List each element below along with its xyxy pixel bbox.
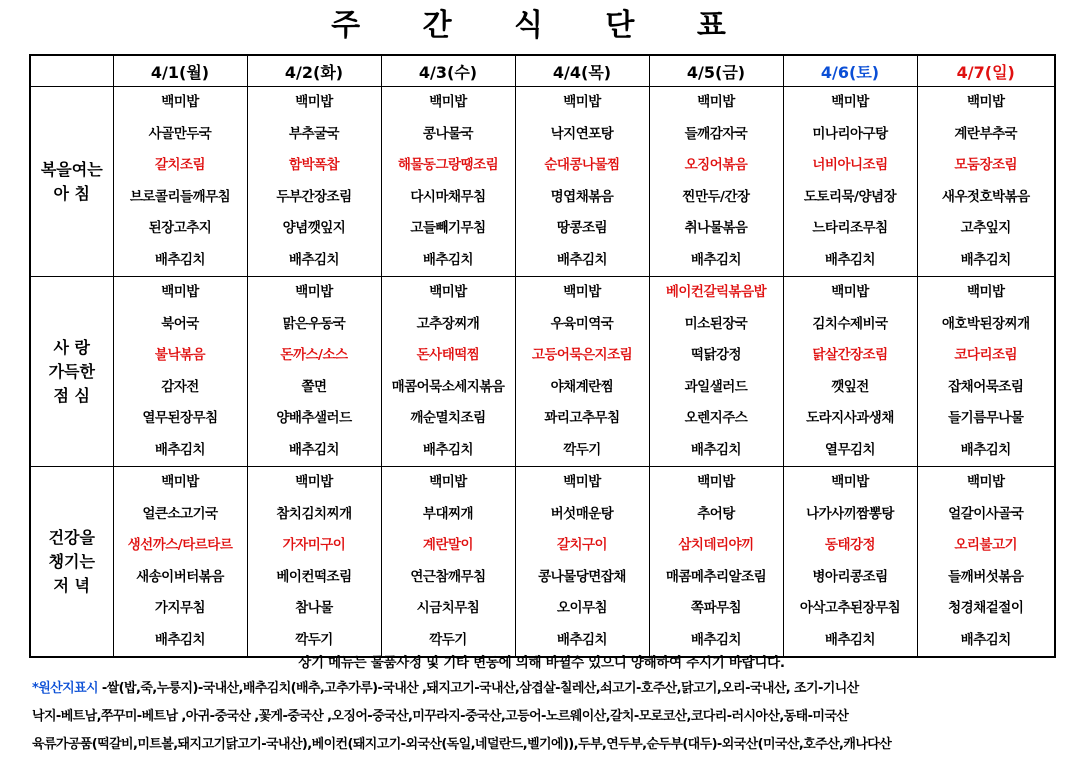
menu-item: 백미밥: [563, 474, 601, 490]
day-header-sunday: 4/7(일): [917, 55, 1055, 87]
page-title: 주 간 식 단 표: [331, 8, 752, 43]
menu-item: 베이컨떡조림: [276, 568, 352, 585]
menu-item: 들깨버섯볶음: [948, 568, 1024, 585]
menu-cell: [917, 467, 1055, 658]
menu-item-list: [784, 467, 917, 656]
menu-item: 매콤어묵소세지볶음: [391, 378, 505, 395]
menu-item: 양념깻잎지: [282, 220, 346, 236]
menu-item: 도토리묵/양념장: [803, 188, 897, 205]
menu-item: 나가사끼짬뽕탕: [806, 505, 894, 522]
main-dish-item: 오징어볶음: [684, 157, 748, 173]
menu-item-list: [516, 277, 649, 466]
menu-cell: [515, 467, 649, 658]
menu-cell: [247, 87, 381, 277]
menu-item: 백미밥: [966, 284, 1005, 300]
day-header: 4/5(금): [649, 55, 783, 87]
main-dish-item: 함박폭찹: [288, 157, 340, 173]
menu-item-list: [248, 277, 381, 466]
menu-item: 애호박된장찌개: [941, 315, 1030, 332]
menu-item: 취나물볶음: [684, 220, 748, 236]
menu-item: 오렌지주스: [684, 410, 748, 426]
menu-item: 백미밥: [295, 94, 333, 110]
meal-label-line: 사 랑: [53, 337, 90, 357]
menu-item: 고추잎지: [960, 220, 1011, 236]
menu-item: 야채계란찜: [550, 378, 614, 395]
menu-item: 찐만두/간장: [682, 188, 750, 205]
menu-item: 병아리콩조림: [812, 568, 888, 585]
menu-item: 들기름무나물: [948, 410, 1024, 426]
menu-cell: [113, 277, 247, 467]
menu-item: 사골만두국: [148, 125, 212, 142]
menu-item: 백미밥: [563, 284, 601, 300]
main-dish-item: 순대콩나물찜: [544, 157, 620, 173]
menu-item-list: [516, 467, 649, 656]
main-dish-item: 동태강정: [824, 537, 876, 553]
menu-item: 쫄면: [301, 378, 327, 395]
menu-cell: [917, 87, 1055, 277]
menu-cell: [381, 467, 515, 658]
main-dish-item: 너비아니조림: [812, 157, 888, 173]
menu-item: 청경채겉절이: [948, 600, 1024, 616]
menu-item: 백미밥: [295, 284, 333, 300]
menu-item-list: [382, 87, 515, 276]
origin-label: *원산지표시: [32, 681, 98, 696]
menu-item: 미소된장국: [684, 315, 748, 332]
origin-line-1: [32, 677, 1072, 696]
menu-cell: [381, 87, 515, 277]
main-dish-item: 계란말이: [422, 537, 474, 553]
menu-item: 땅콩조림: [556, 220, 608, 236]
menu-item: 새송이버터볶음: [136, 568, 224, 585]
main-dish-item: 고등어묵은지조림: [531, 347, 633, 363]
menu-item-list: [516, 87, 649, 276]
menu-item: 감자전: [161, 378, 199, 395]
menu-item: 북어국: [161, 315, 199, 332]
header-row: [30, 55, 1055, 87]
menu-item-list: [650, 277, 783, 466]
menu-cell: [515, 87, 649, 277]
menu-item: 깍두기: [295, 631, 333, 648]
menu-item: 백미밥: [831, 474, 869, 490]
menu-item: 배추김치: [288, 251, 340, 268]
menu-item: 들깨감자국: [684, 125, 748, 142]
menu-item: 얼큰소고기국: [142, 505, 218, 522]
menu-cell: [515, 277, 649, 467]
menu-item: 계란부추국: [954, 125, 1018, 142]
menu-item-list: [248, 467, 381, 656]
main-dish-item: 오리불고기: [954, 537, 1018, 553]
menu-item-list: [918, 277, 1055, 466]
menu-item: 백미밥: [697, 474, 735, 490]
menu-item: 배추김치: [960, 251, 1011, 268]
menu-item: 백미밥: [966, 94, 1005, 110]
menu-item: 추어탕: [697, 505, 735, 522]
meal-label-line: 복을여는: [40, 159, 103, 179]
menu-item-list: [784, 277, 917, 466]
menu-item-list: [382, 467, 515, 656]
menu-item: 김치수제비국: [812, 315, 888, 332]
menu-item: 명엽채볶음: [550, 188, 614, 205]
menu-item-list: [918, 87, 1055, 276]
menu-item: 배추김치: [556, 631, 608, 648]
menu-cell: [113, 87, 247, 277]
menu-cell: [783, 467, 917, 658]
day-header: 4/4(목): [515, 55, 649, 87]
menu-item: 깍두기: [563, 441, 601, 458]
menu-cell: [649, 467, 783, 658]
meal-label-line: 저 녁: [53, 575, 90, 595]
menu-item-list: [114, 467, 247, 656]
day-header: 4/1(월): [113, 55, 247, 87]
menu-item: 우육미역국: [550, 315, 614, 332]
menu-item: 깍두기: [429, 631, 467, 648]
menu-item: 백미밥: [966, 474, 1005, 490]
main-dish-item: 해물동그랑땡조림: [397, 157, 499, 173]
menu-item: 깨순멸치조림: [410, 410, 486, 426]
menu-item: 배추김치: [422, 441, 474, 458]
meal-label-line: 아 침: [53, 183, 90, 203]
menu-item: 콩나물당면잡채: [538, 568, 626, 585]
menu-body: [30, 87, 1055, 658]
menu-item: 아삭고추된장무침: [799, 600, 901, 616]
menu-item: 과일샐러드: [684, 378, 748, 395]
menu-item: 배추김치: [960, 631, 1011, 648]
meal-label-line: 챙기는: [48, 551, 95, 571]
main-dish-item: 닭살간장조림: [812, 347, 888, 363]
menu-item-list: [650, 87, 783, 276]
corner-cell: [30, 55, 113, 87]
menu-cell: [917, 277, 1055, 467]
main-dish-item: 불낙볶음: [154, 347, 206, 363]
menu-item: 양배추샐러드: [276, 410, 352, 426]
menu-item: 백미밥: [161, 474, 199, 490]
menu-item: 열무김치: [824, 441, 876, 458]
menu-cell: [649, 277, 783, 467]
menu-item: 다시마채무침: [410, 188, 486, 205]
menu-item-list: [784, 87, 917, 276]
meal-row-breakfast: [30, 87, 1055, 277]
meal-row-lunch: [30, 277, 1055, 467]
menu-item: 시금치무침: [416, 600, 480, 616]
menu-item: 백미밥: [831, 94, 869, 110]
menu-item: 참나물: [295, 600, 333, 616]
menu-item: 얼갈이사골국: [948, 505, 1024, 522]
menu-item: 브로콜리들깨무침: [129, 188, 231, 205]
menu-item: 배추김치: [154, 631, 206, 648]
menu-item-list: [382, 277, 515, 466]
menu-item: 배추김치: [690, 631, 742, 648]
menu-item: 백미밥: [697, 94, 735, 110]
menu-cell: [247, 467, 381, 658]
day-header: 4/3(수): [381, 55, 515, 87]
menu-item: 배추김치: [154, 251, 206, 268]
menu-item-list: [918, 467, 1055, 656]
weekly-menu-table: [29, 54, 1056, 658]
menu-item: 두부간장조림: [276, 188, 352, 205]
menu-item: 고추장찌개: [416, 315, 480, 332]
meal-label-line: 점 심: [53, 385, 90, 405]
menu-item: 백미밥: [295, 474, 333, 490]
meal-label: [30, 87, 113, 277]
menu-item: 가지무침: [154, 600, 206, 616]
origin-line-3: 육류가공품(떡갈비,미트볼,돼지고기닭고기-국내산),베이컨(돼지고기-외국산(독일,네덜란드,벨기에)),두부,연두부,순두부(대두)-외국산(미국산,호주산,캐나다산: [32, 737, 892, 752]
menu-item: 버섯매운탕: [550, 505, 614, 522]
menu-item: 부대찌개: [422, 505, 474, 522]
menu-item: 도라지사과생채: [806, 410, 894, 426]
menu-item: 배추김치: [690, 441, 742, 458]
menu-item: 깻잎전: [831, 378, 869, 395]
meal-label: [30, 277, 113, 467]
meal-label-line: 건강을: [48, 527, 95, 547]
menu-item: 배추김치: [288, 441, 340, 458]
menu-item: 연근참깨무침: [410, 568, 486, 585]
meal-row-dinner: [30, 467, 1055, 658]
meal-label-line: 가득한: [48, 361, 95, 381]
menu-cell: [113, 467, 247, 658]
main-dish-item: 갈치구이: [556, 537, 608, 553]
meal-label: [30, 467, 113, 658]
menu-cell: [381, 277, 515, 467]
menu-item: 부추굴국: [288, 125, 340, 142]
main-dish-item: 코다리조림: [954, 347, 1018, 363]
menu-item: 오이무침: [556, 600, 608, 616]
menu-item: 콩나물국: [422, 125, 474, 142]
menu-item-list: [114, 87, 247, 276]
menu-cell: [649, 87, 783, 277]
origin-line-2: 낙지-베트남,쭈꾸미-베트남 ,아귀-중국산 ,꽃게-중국산 ,오징어-중국산,미꾸라지-중국산,고등어-노르웨이산,갈치-모로코산,코다리-러시아산,동태-미국산: [32, 709, 849, 724]
day-header: 4/2(화): [247, 55, 381, 87]
main-dish-item: 삼치데리야끼: [678, 537, 754, 553]
menu-item: 배추김치: [824, 631, 876, 648]
main-dish-item: 생선까스/타르타르: [127, 537, 233, 553]
menu-item: 된장고추지: [148, 220, 212, 236]
menu-cell: [783, 277, 917, 467]
menu-item: 낙지연포탕: [550, 125, 614, 142]
main-dish-item: 베이컨갈릭볶음밥: [665, 284, 767, 300]
notice-text: 상기 메뉴는 물품사정 및 기타 변동에 의해 바뀔수 있으니 양해하여 주시기 바랍니다.: [298, 655, 785, 671]
menu-item: 백미밥: [161, 94, 199, 110]
menu-item: 백미밥: [161, 284, 199, 300]
main-dish-item: 갈치조림: [154, 157, 206, 173]
menu-item: 맑은우동국: [282, 315, 346, 332]
menu-item-list: [248, 87, 381, 276]
main-dish-item: 모둠장조림: [954, 157, 1018, 173]
menu-item: 꽈리고추무침: [544, 410, 620, 426]
menu-item: 떡닭강정: [690, 347, 742, 363]
menu-item: 참치김치찌개: [276, 505, 352, 522]
menu-item-list: [650, 467, 783, 656]
day-header-saturday: 4/6(토): [783, 55, 917, 87]
menu-item-list: [114, 277, 247, 466]
menu-item: 미나리아구탕: [812, 125, 888, 142]
menu-item: 배추김치: [556, 251, 608, 268]
menu-item: 새우젓호박볶음: [941, 188, 1030, 205]
menu-item: 배추김치: [960, 441, 1011, 458]
menu-item: 배추김치: [690, 251, 742, 268]
menu-item: 잡채어묵조림: [948, 378, 1024, 395]
main-dish-item: 돈사태떡찜: [416, 347, 480, 363]
menu-item: 열무된장무침: [142, 410, 218, 426]
menu-item: 느타리조무침: [812, 220, 888, 236]
menu-item: 백미밥: [563, 94, 601, 110]
main-dish-item: 돈까스/소스: [280, 347, 348, 363]
menu-item: 고들빼기무침: [410, 220, 486, 236]
menu-item: 백미밥: [429, 474, 467, 490]
main-dish-item: 가자미구이: [282, 537, 346, 553]
menu-cell: [783, 87, 917, 277]
menu-item: 백미밥: [429, 284, 467, 300]
menu-item: 백미밥: [429, 94, 467, 110]
origin-text: -쌀(밥,죽,누룽지)-국내산,배추김치(배추,고추가루)-국내산 ,돼지고기-국내산,삼겹살-칠레산,쇠고기-호주산,닭고기,오리-국내산, 조기-기니산: [98, 681, 859, 696]
menu-item: 배추김치: [824, 251, 876, 268]
menu-item: 백미밥: [831, 284, 869, 300]
menu-item: 배추김치: [422, 251, 474, 268]
menu-cell: [247, 277, 381, 467]
menu-item: 배추김치: [154, 441, 206, 458]
menu-item: 매콤메추리알조림: [665, 568, 767, 585]
menu-item: 쪽파무침: [690, 600, 742, 616]
